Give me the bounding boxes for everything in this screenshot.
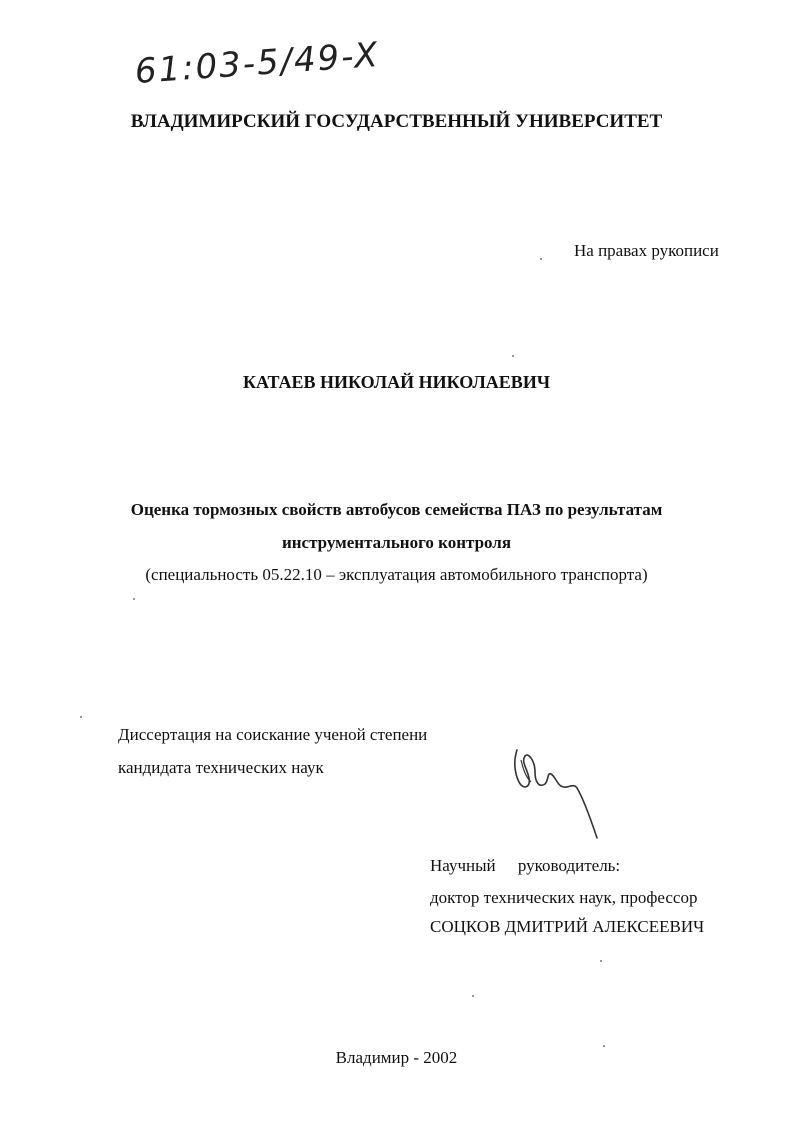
scan-speck xyxy=(603,1045,605,1047)
scan-speck xyxy=(80,716,82,718)
title-line-1: Оценка тормозных свойств автобусов семейства ПАЗ по результатам xyxy=(130,500,663,519)
scan-speck xyxy=(133,598,135,600)
archive-code-handwritten: 61:03-5/49-X xyxy=(133,34,381,92)
scan-speck xyxy=(512,355,514,357)
city-year: Владимир - 2002 xyxy=(335,1048,458,1067)
supervisor-credentials: доктор технических наук, профессор xyxy=(430,888,698,907)
title-line-2: инструментального контроля xyxy=(281,533,512,552)
specialty-line: (специальность 05.22.10 – эксплуатация автомобильного транспорта) xyxy=(145,565,648,584)
degree-line-2: кандидата технических наук xyxy=(118,758,324,777)
signature-image xyxy=(505,742,605,842)
supervisor-role: Научный руководитель: xyxy=(430,856,621,875)
author-name: КАТАЕВ НИКОЛАЙ НИКОЛАЕВИЧ xyxy=(242,372,551,392)
university-name: ВЛАДИМИРСКИЙ ГОСУДАРСТВЕННЫЙ УНИВЕРСИТЕТ xyxy=(130,111,663,132)
supervisor-name: СОЦКОВ ДМИТРИЙ АЛЕКСЕЕВИЧ xyxy=(430,917,705,936)
scan-speck xyxy=(540,258,542,260)
rights-note: На правах рукописи xyxy=(574,241,719,260)
scan-speck xyxy=(600,960,602,962)
scan-speck xyxy=(472,995,474,997)
degree-line-1: Диссертация на соискание ученой степени xyxy=(118,725,428,744)
